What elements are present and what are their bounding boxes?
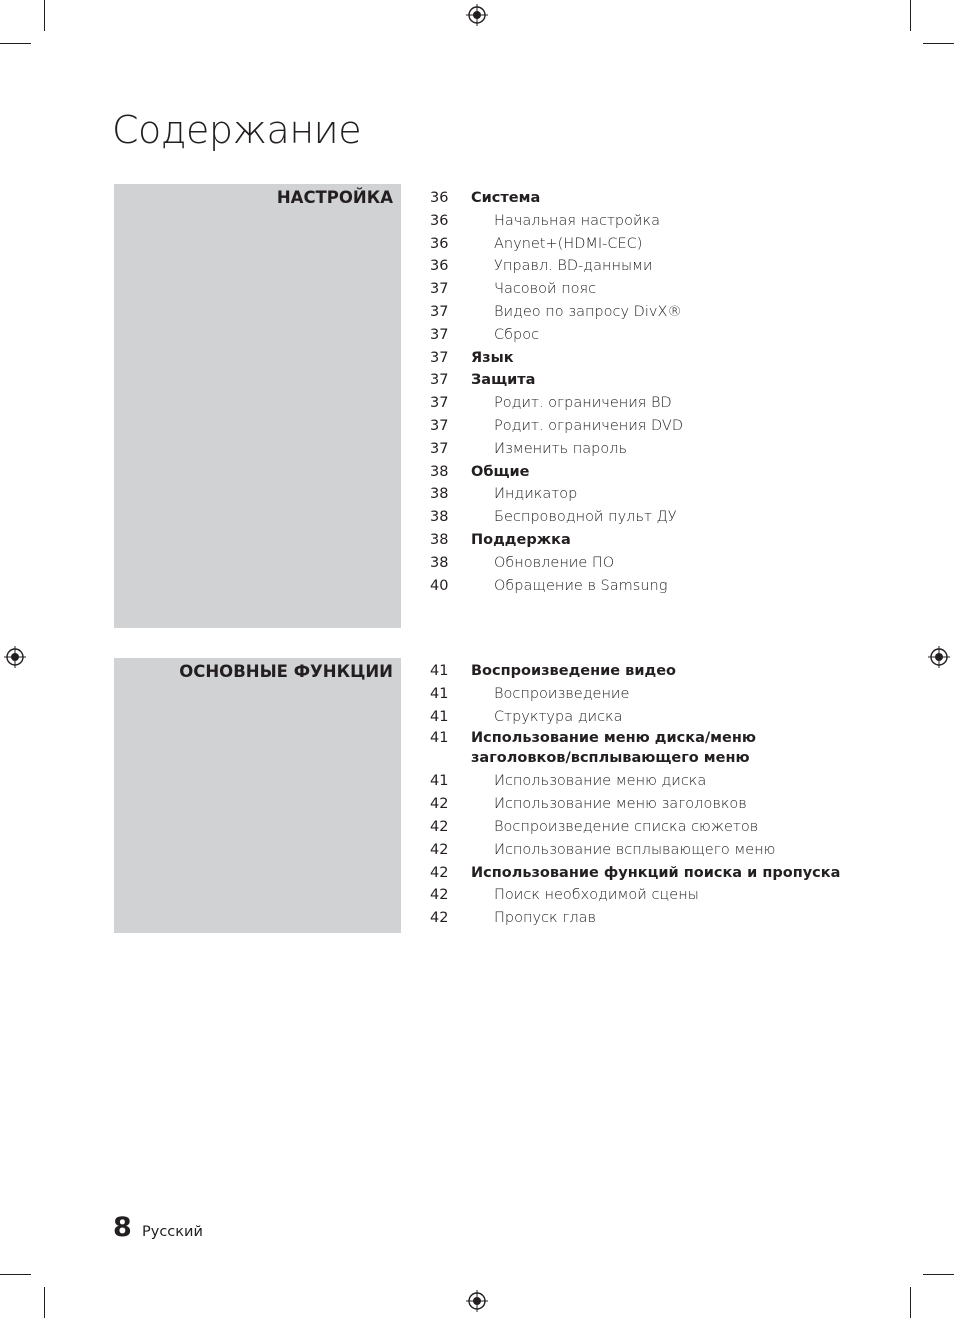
toc-page-number: 37 <box>430 326 449 343</box>
toc-entry[interactable] <box>430 770 870 793</box>
toc-entry[interactable] <box>430 793 870 816</box>
toc-page-number: 40 <box>430 577 449 594</box>
crop-mark <box>923 43 954 44</box>
toc-entry-label: Родит. ограничения BD <box>494 395 672 412</box>
crop-mark <box>910 0 911 31</box>
toc-page-number: 38 <box>430 554 449 571</box>
toc-entry[interactable] <box>430 461 870 484</box>
toc-page-number: 41 <box>430 663 449 679</box>
toc-entry-label: Поиск необходимой сцены <box>494 887 699 904</box>
toc-entry-label: Использование меню диска/меню заголовков/всплывающего меню <box>471 730 756 767</box>
page-title: Содержание <box>112 108 362 152</box>
toc-entry[interactable] <box>430 839 870 862</box>
toc-entry-label: Использование меню заголовков <box>494 796 747 813</box>
toc-page-number: 42 <box>430 841 449 858</box>
toc-entry-label: Поддержка <box>471 531 571 548</box>
toc-entry[interactable] <box>430 392 870 415</box>
toc-entry[interactable] <box>430 278 870 301</box>
toc-entry[interactable] <box>430 862 870 885</box>
toc-page-number: 42 <box>430 818 449 835</box>
toc-entry-label: Беспроводной пульт ДУ <box>494 509 677 526</box>
toc-entry[interactable] <box>430 347 870 370</box>
toc-entry-label: Структура диска <box>494 708 623 725</box>
toc-page-number: 37 <box>430 372 449 389</box>
crop-mark <box>923 1274 954 1275</box>
toc-entry[interactable] <box>430 884 870 907</box>
page-number: 8 <box>113 1212 132 1243</box>
toc-page-number: 41 <box>430 685 449 702</box>
registration-mark-icon <box>466 4 488 26</box>
toc-page-number: 37 <box>430 349 449 366</box>
toc-entry[interactable] <box>430 210 870 233</box>
toc-entry[interactable] <box>430 483 870 506</box>
toc-entry-label: Использование функций поиска и пропуска <box>471 864 841 881</box>
registration-mark-icon <box>466 1290 488 1312</box>
toc-entry-label: Индикатор <box>494 486 578 503</box>
toc-list-basic-functions <box>430 660 870 930</box>
toc-page-number: 38 <box>430 509 449 526</box>
toc-page-number: 36 <box>430 212 449 229</box>
toc-entry[interactable] <box>430 683 870 706</box>
toc-entry-label: Сброс <box>494 326 540 343</box>
toc-entry[interactable] <box>430 415 870 438</box>
toc-entry-label: Воспроизведение <box>494 685 630 702</box>
toc-page-number: 41 <box>430 773 449 790</box>
toc-entry[interactable] <box>430 728 870 770</box>
toc-entry-label: Общие <box>471 463 530 480</box>
toc-page-number: 42 <box>430 910 449 927</box>
toc-entry-label: Использование всплывающего меню <box>494 841 776 858</box>
registration-mark-icon <box>928 646 950 668</box>
toc-page-number: 37 <box>430 417 449 434</box>
registration-mark-icon <box>4 646 26 668</box>
toc-entry[interactable] <box>430 529 870 552</box>
toc-list-setup <box>430 187 870 597</box>
crop-mark <box>910 1287 911 1318</box>
toc-entry-label: Использование меню диска <box>494 773 707 790</box>
toc-page-number: 36 <box>430 190 449 206</box>
toc-entry[interactable] <box>430 187 870 210</box>
section-title: ОСНОВНЫЕ ФУНКЦИИ <box>179 662 393 681</box>
toc-entry[interactable] <box>430 233 870 256</box>
toc-page-number: 42 <box>430 864 449 881</box>
toc-entry[interactable] <box>430 506 870 529</box>
toc-page-number: 37 <box>430 395 449 412</box>
toc-page-number: 38 <box>430 486 449 503</box>
toc-page-number: 41 <box>430 708 449 725</box>
toc-entry-label: Anynet+(HDMI-CEC) <box>494 235 643 252</box>
toc-entry-label: Воспроизведение списка сюжетов <box>494 818 759 835</box>
toc-entry-label: Система <box>471 190 541 206</box>
toc-entry[interactable] <box>430 324 870 347</box>
toc-entry-label: Язык <box>471 349 514 366</box>
toc-entry-label: Начальная настройка <box>494 212 661 229</box>
toc-entry-label: Изменить пароль <box>494 440 628 457</box>
toc-page-number: 37 <box>430 281 449 298</box>
toc-page-number: 37 <box>430 440 449 457</box>
toc-entry[interactable] <box>430 438 870 461</box>
toc-entry[interactable] <box>430 575 870 598</box>
toc-entry-label: Пропуск глав <box>494 910 597 927</box>
toc-entry-label: Защита <box>471 372 536 389</box>
section-band-setup <box>114 184 401 628</box>
toc-entry[interactable] <box>430 255 870 278</box>
toc-entry[interactable] <box>430 301 870 324</box>
toc-entry-label: Видео по запросу DivX® <box>494 303 682 320</box>
toc-page-number: 38 <box>430 531 449 548</box>
toc-entry[interactable] <box>430 552 870 575</box>
toc-page-number: 36 <box>430 235 449 252</box>
crop-mark <box>44 1287 45 1318</box>
toc-entry[interactable] <box>430 816 870 839</box>
toc-entry-label: Обращение в Samsung <box>494 577 668 594</box>
toc-entry[interactable] <box>430 660 870 683</box>
toc-entry-label: Родит. ограничения DVD <box>494 417 683 434</box>
toc-page-number: 37 <box>430 303 449 320</box>
toc-entry[interactable] <box>430 369 870 392</box>
crop-mark <box>0 1274 31 1275</box>
crop-mark <box>44 0 45 31</box>
section-band-basic-functions <box>114 658 401 933</box>
toc-entry-label: Часовой пояс <box>494 281 597 298</box>
toc-page-number: 42 <box>430 796 449 813</box>
toc-page-number: 36 <box>430 258 449 275</box>
toc-entry-label: Управл. BD-данными <box>494 258 653 275</box>
toc-page-number: 42 <box>430 887 449 904</box>
toc-page-number: 38 <box>430 463 449 480</box>
toc-entry[interactable] <box>430 706 870 729</box>
toc-entry-label: Обновление ПО <box>494 554 615 571</box>
section-title: НАСТРОЙКА <box>276 188 393 207</box>
crop-mark <box>0 43 31 44</box>
toc-page-number: 41 <box>430 730 449 747</box>
language-label: Русский <box>142 1224 203 1240</box>
toc-entry-label: Воспроизведение видео <box>471 663 677 679</box>
toc-entry[interactable] <box>430 907 870 930</box>
